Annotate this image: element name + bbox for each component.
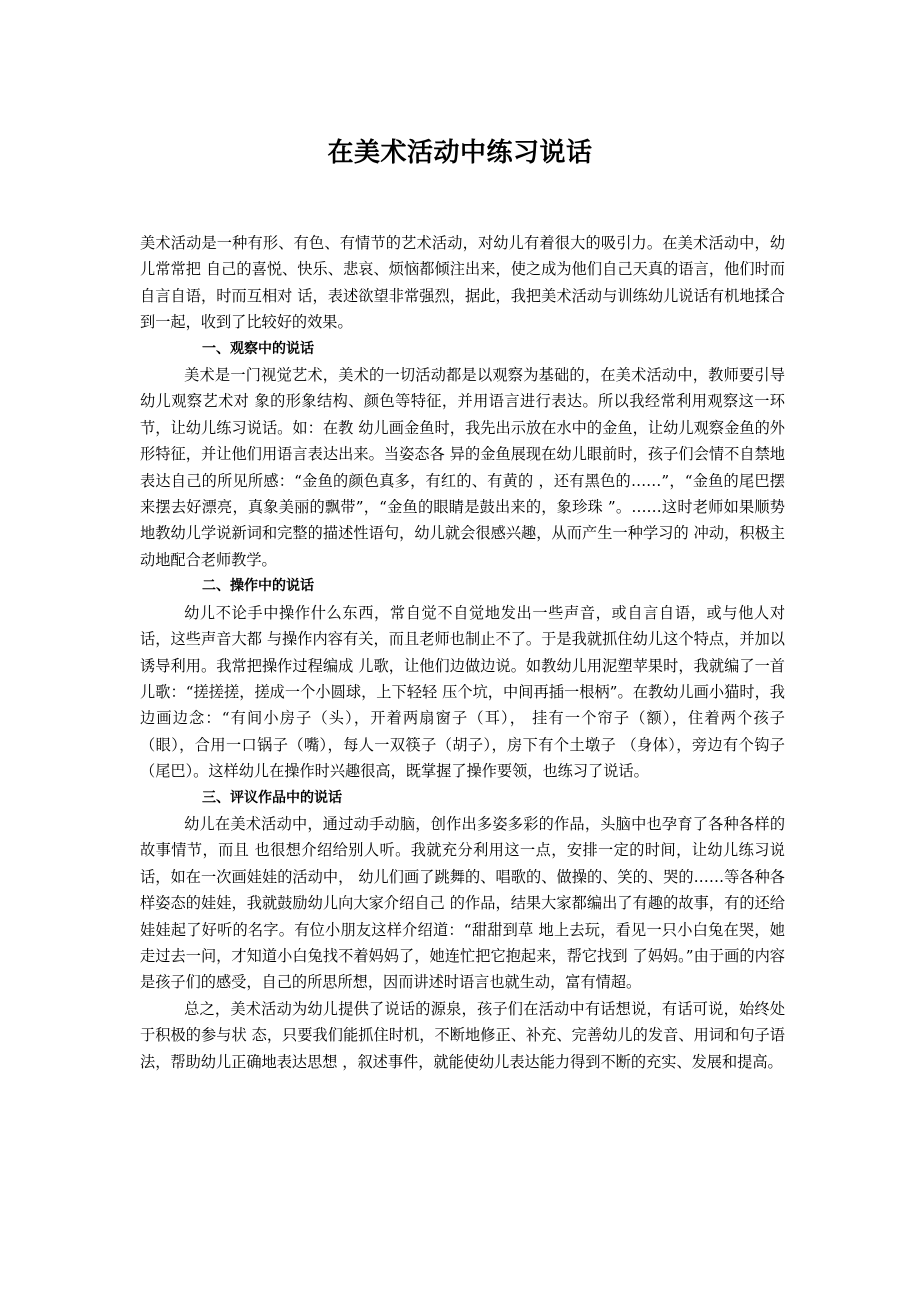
section-heading-operation: 二、操作中的说话 — [202, 578, 314, 595]
section-heading-observation: 一、观察中的说话 — [202, 340, 314, 357]
section-heading-evaluation: 三、评议作品中的说话 — [202, 789, 342, 806]
section-body-observation: 美术是一门视觉艺术，美术的一切活动都是以观察为基础的，在美术活动中，教师要引导幼儿观察艺术对 象的形象结构、颜色等特征，并用语言进行表达。所以我经常利用观察这一环节，让幼儿练习说话。如：在教 幼儿画金鱼时，我先出示放在水中的金鱼，让幼儿观察金鱼的外形特征，并让他们用语言表达出来。当姿态各 异的金鱼展现在幼儿眼前时，孩子们会情不自禁地表达自己的所见所感：“金鱼的颜色真多，有红的、有黄的 ，还有黑色的……”，“金鱼的尾巴摆来摆去好漂亮，真象美丽的飘带”，“金鱼的眼睛是鼓出来的，象珍珠 ”。……这时老师如果顺势地教幼儿学说新词和完整的描述性语句，幼儿就会很感兴趣，从而产生一种学习的 冲动，积极主动地配合老师教学。 — [140, 366, 785, 569]
section-body-evaluation: 幼儿在美术活动中，通过动手动脑，创作出多姿多彩的作品，头脑中也孕育了各种各样的故事情节，而且 也很想介绍给别人听。我就充分利用这一点，安排一定的时间，让幼儿练习说话，如在一次画娃娃的活动中， 幼儿们画了跳舞的、唱歌的、做操的、笑的、哭的……等各种各样姿态的娃娃，我就鼓励幼儿向大家介绍自己 的作品，结果大家都编出了有趣的故事，有的还给娃娃起了好听的名字。有位小朋友这样介绍道：“甜甜到草 地上去玩，看见一只小白兔在哭，她走过去一问，才知道小白兔找不着妈妈了，她连忙把它抱起来，帮它找到 了妈妈。”由于画的内容是孩子们的感受，自己的所思所想，因而讲述时语言也就生动，富有情超。 — [140, 814, 785, 992]
document-body — [140, 230, 785, 1075]
section-body-operation: 幼儿不论手中操作什么东西，常自觉不自觉地发出一些声音，或自言自语，或与他人对话，这些声音大都 与操作内容有关，而且老师也制止不了。于是我就抓住幼儿这个特点，并加以诱导利用。我常把操作过程编成 儿歌，让他们边做边说。如教幼儿用泥塑苹果时，我就编了一首儿歌：“搓搓搓，搓成一个小圆球，上下轻轻 压个坑，中间再插一根柄”。在教幼儿画小猫时，我边画边念：“有间小房子（头），开着两扇窗子（耳）， 挂有一个帘子（额），住着两个孩子（眼），合用一口锅子（嘴），每人一双筷子（胡子），房下有个土墩子 （身体），旁边有个钩子（尾巴）。这样幼儿在操作时兴趣很高，既掌握了操作要领，也练习了说话。 — [140, 603, 785, 781]
document-title: 在美术活动中练习说话 — [327, 138, 593, 169]
conclusion-paragraph: 总之，美术活动为幼儿提供了说话的源泉，孩子们在活动中有话想说，有话可说，始终处于积极的参与状 态，只要我们能抓住时机，不断地修正、补充、完善幼儿的发音、用词和句子语法，帮助幼儿正确地表达思想 ，叙述事件，就能使幼儿表达能力得到不断的充实、发展和提高。 — [140, 999, 785, 1071]
intro-paragraph: 美术活动是一种有形、有色、有情节的艺术活动，对幼儿有着很大的吸引力。在美术活动中，幼儿常常把 自己的喜悦、快乐、悲哀、烦恼都倾注出来，使之成为他们自己天真的语言，他们时而自言自语，时而互相对 话，表述欲望非常强烈，据此，我把美术活动与训练幼儿说话有机地揉合到一起，收到了比较好的效果。 — [140, 234, 785, 332]
